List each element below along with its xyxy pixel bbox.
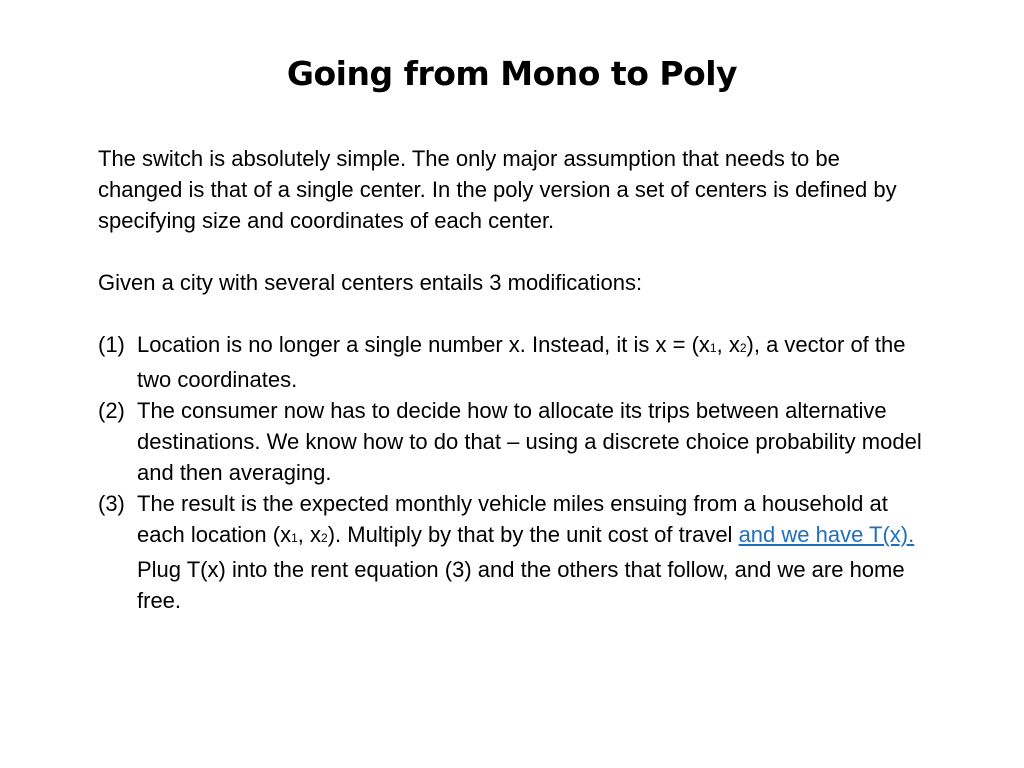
modifications-list (98, 329, 928, 616)
t-of-x-link[interactable]: and we have T(x). (738, 522, 915, 547)
text-segment: , x (716, 332, 740, 357)
subscript-1: 1 (709, 341, 717, 355)
lead-paragraph: Given a city with several centers entails 3 modifications: (98, 270, 643, 295)
text-segment: Location is no longer a single number x. Instead, it is x = (x (137, 332, 710, 357)
text-segment: The result is the expected monthly vehicle miles ensuing from a household at each location (x (137, 491, 888, 547)
slide-title: Going from Mono to Poly (286, 54, 738, 93)
text-segment: , x (297, 522, 322, 547)
item-number: (2) (98, 398, 125, 423)
slide-body (98, 143, 928, 616)
intro-paragraph: The switch is absolutely simple. The only major assumption that needs to be changed is that of a single center. In the poly version a set of centers is defined by specifying size and coordinates of each center. (98, 146, 897, 233)
modification-item-2 (98, 395, 928, 488)
modification-item-3 (98, 488, 928, 616)
subscript-2: 2 (321, 531, 328, 545)
paragraph-gap (98, 236, 928, 267)
item-text (137, 332, 906, 392)
modification-item-1 (98, 329, 928, 395)
paragraph-gap (98, 298, 928, 329)
text-segment: Plug T(x) into the rent equation (3) and the others that follow, and we are home free. (137, 557, 905, 613)
subscript-1: 1 (291, 531, 298, 545)
item-number: (1) (98, 332, 125, 357)
subscript-2: 2 (739, 341, 747, 355)
item-number: (3) (98, 491, 125, 516)
item-text: The consumer now has to decide how to allocate its trips between alternative destinations. We know how to do that – using a discrete choice probability model and then averaging. (137, 398, 922, 485)
item-text (137, 491, 914, 613)
text-segment: ), a vector of the two coordinates. (137, 332, 906, 392)
text-segment: ). Multiply by that by the unit cost of travel (327, 522, 739, 547)
